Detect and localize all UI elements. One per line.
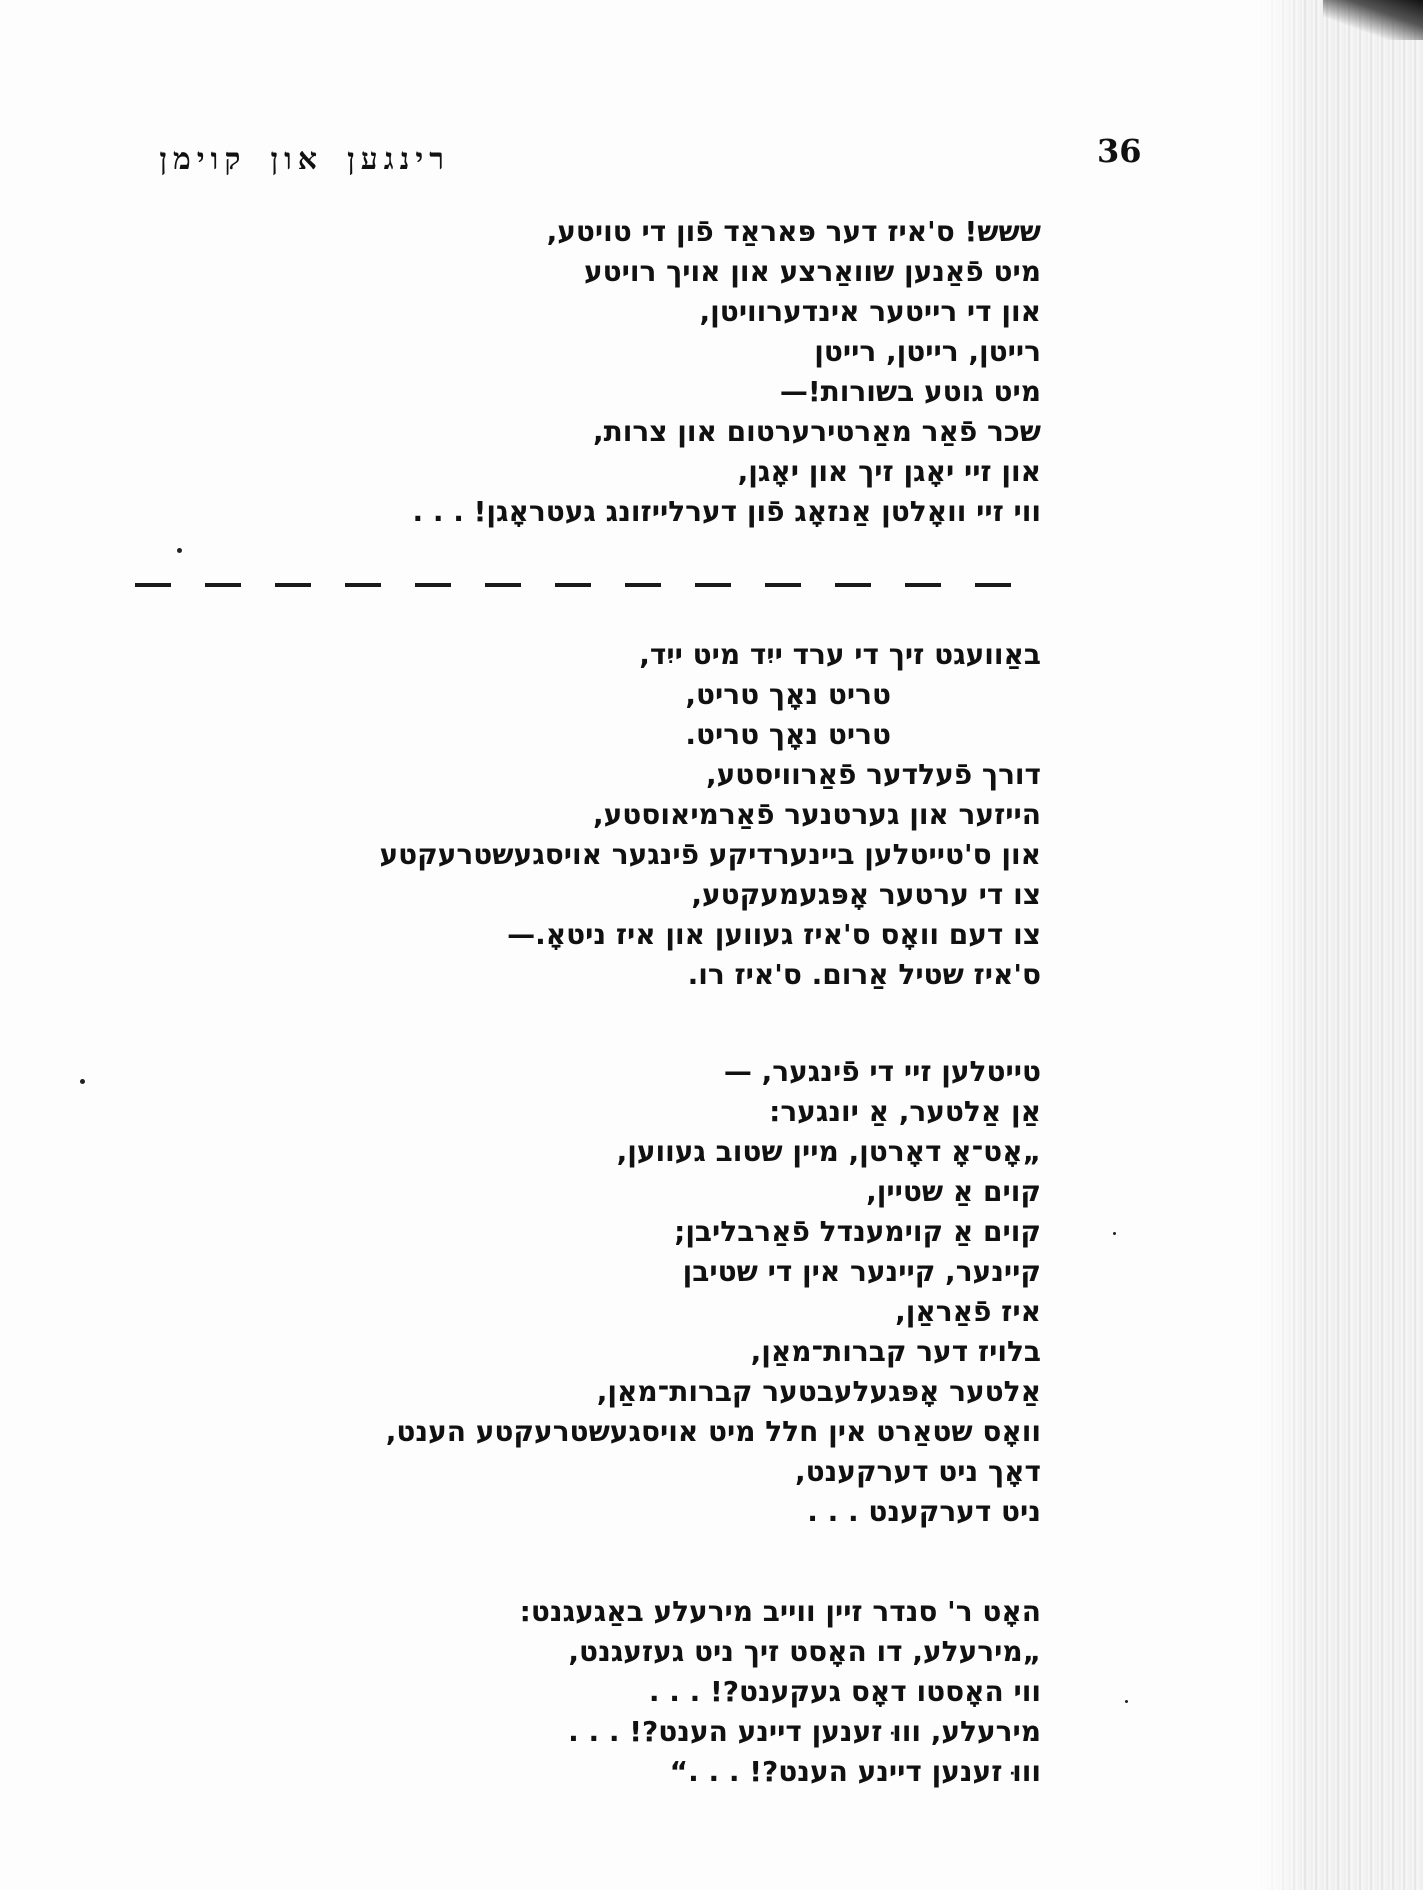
poem-line: ששש! ס'איז דער פּאראַד פֿון די טויטע,	[546, 215, 1041, 248]
poem-line: אַן אַלטער, אַ יונגער:	[769, 1095, 1041, 1128]
poem-line: טייטלען זיי די פֿינגער, —	[723, 1055, 1041, 1088]
running-header-title: רינגען און קוימן	[159, 142, 450, 177]
poem-line: וואָס שטאַרט אין חלל מיט אויסגעשטרעקטע הענט,	[385, 1415, 1041, 1448]
poem-line: אַלטער אָפּגעלעבטער קברות־מאַן,	[596, 1375, 1041, 1408]
poem-line: וווּ זענען דיינע הענט?! . . .“	[669, 1755, 1041, 1788]
corner-shadow	[1323, 0, 1423, 40]
poem-line: באַוועגט זיך די ערד ייִד מיט ייִד,	[639, 638, 1041, 671]
poem-line: „אָט־אָ דאָרטן, מיין שטוב געווען,	[616, 1135, 1041, 1168]
poem-line: בלויז דער קברות־מאַן,	[750, 1335, 1041, 1368]
poem-line: מיט גוטע בשורות!—	[779, 375, 1041, 408]
poem-line: „מירעלע, דו האָסט זיך ניט געזעגנט,	[568, 1635, 1041, 1668]
poem-line: צו דעם וואָס ס'איז געווען און איז ניטאָ.—	[507, 918, 1041, 951]
poem-line: און זיי יאָגן זיך און יאָגן,	[737, 455, 1041, 488]
poem-line: מירעלע, וווּ זענען דיינע הענט?! . . .	[568, 1715, 1041, 1748]
poem-line: קיינער, קיינער אין די שטיבן	[682, 1255, 1041, 1288]
poem-line: טריט נאָך טריט.	[685, 718, 891, 751]
poem-line: שכר פֿאַר מאַרטירערטום און צרות,	[593, 415, 1041, 448]
stanza-4	[520, 1592, 1041, 1792]
scan-speck	[1125, 1700, 1128, 1703]
scan-speck	[1113, 1232, 1116, 1235]
section-divider-dashes	[135, 583, 1021, 587]
stanza-2	[380, 635, 1042, 995]
poem-line: טריט נאָך טריט,	[685, 678, 891, 711]
poem-line: ווי האָסטו דאָס געקענט?! . . .	[648, 1675, 1041, 1708]
poem-line: צו די ערטער אָפּגעמעקטע,	[691, 878, 1041, 911]
poem-line: ס'איז שטיל אַרום. ס'איז רו.	[687, 958, 1041, 991]
poem-line: און ס'טייטלען ביינערדיקע פֿינגער אויסגעשטרעקטע	[379, 838, 1041, 871]
poem-line: איז פֿאַראַן,	[895, 1295, 1041, 1328]
poem-line: מיט פֿאַנען שוואַרצע און אויך רויטע	[583, 255, 1041, 288]
poem-line: קוים אַ קוימענדל פֿאַרבליבן;	[674, 1215, 1041, 1248]
poem-line: האָט ר' סנדר זיין ווייב מירעלע באַגעגנט:	[519, 1595, 1041, 1628]
poem-line: דאָך ניט דערקענט,	[794, 1455, 1041, 1488]
poem-line: רייטן, רייטן, רייטן	[814, 335, 1041, 368]
scan-speck	[177, 548, 182, 553]
stanza-1	[412, 212, 1041, 532]
poem-line: דורך פֿעלדער פֿאַרוויסטע,	[705, 758, 1041, 791]
poem-line: ווי זיי וואָלטן אַנזאָג פֿון דערלייזונג געטראָגן! . . .	[412, 495, 1041, 528]
poem-line: קוים אַ שטיין,	[866, 1175, 1041, 1208]
poem-line: ניט דערקענט . . .	[807, 1495, 1041, 1528]
scan-speck	[80, 1079, 85, 1084]
poem-line: און די רייטער אינדערוויטן,	[699, 295, 1041, 328]
stanza-3	[386, 1052, 1041, 1532]
poem-line: הייזער און גערטנער פֿאַרמיאוסטע,	[592, 798, 1041, 831]
page-number: 36	[1097, 132, 1142, 170]
page-edge-shadow	[1255, 0, 1423, 1890]
